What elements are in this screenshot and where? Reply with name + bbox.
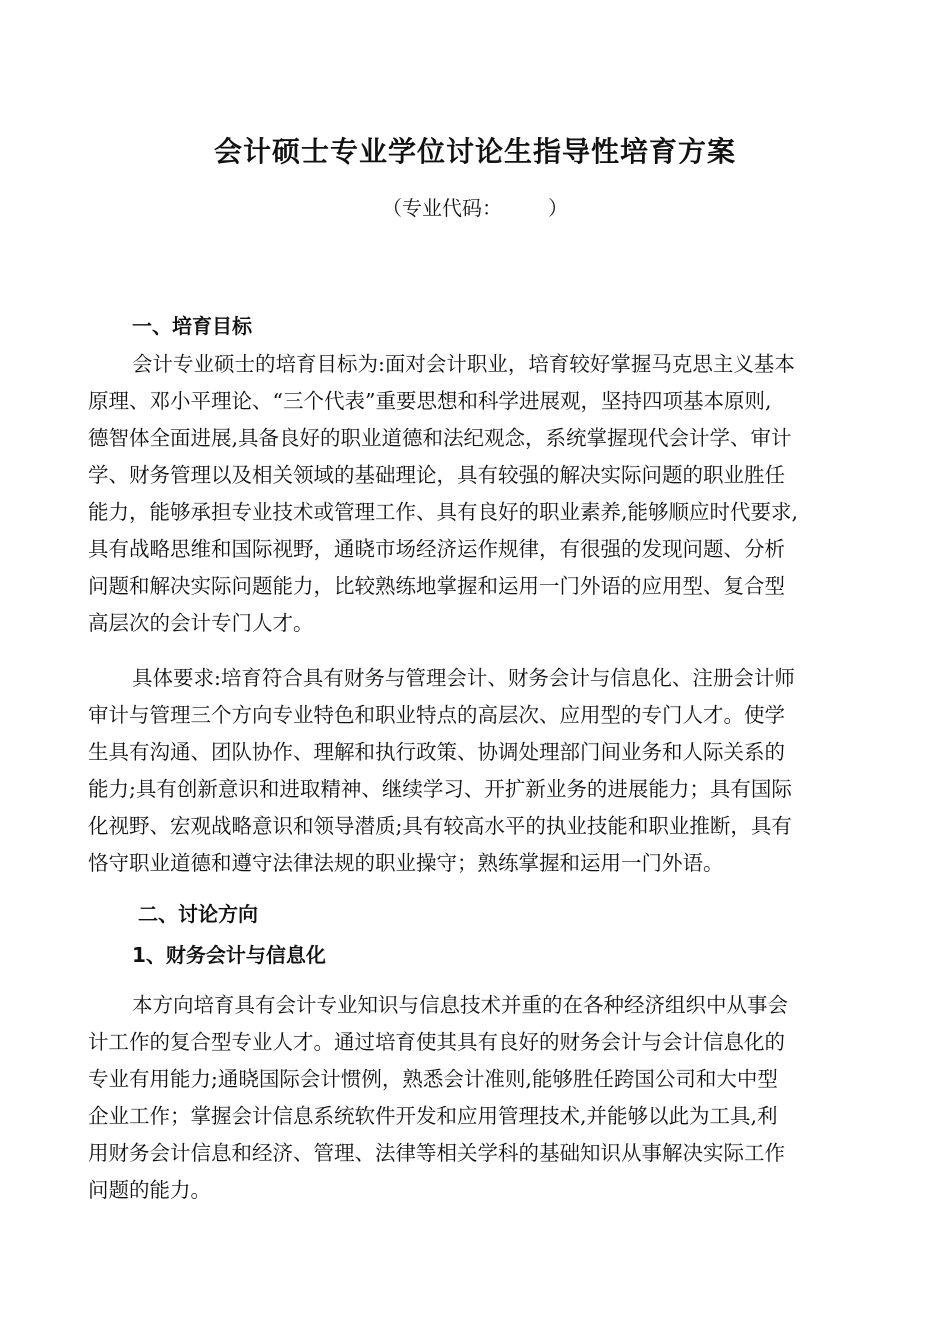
paragraph-line: 具有战略思维和国际视野，通晓市场经济运作规律，有很强的发现问题、分析 [88,537,785,561]
document-subtitle [0,194,950,222]
paragraph-line: 恪守职业道德和遵守法律法规的职业操守；熟练掌握和运用一门外语。 [88,851,724,875]
paragraph-line: 化视野、宏观战略意识和领导潜质;具有较高水平的执业技能和职业推断，具有 [88,814,792,838]
paragraph-line: 学、财务管理以及相关领域的基础理论，具有较强的解决实际问题的职业胜任 [88,463,785,487]
paragraph-line: 德智体全面进展,具备良好的职业道德和法纪观念，系统掌握现代会计学、审计 [88,426,792,450]
paragraph-line: 计工作的复合型专业人才。通过培育使其具有良好的财务会计与会计信息化的 [88,1030,785,1054]
section2-heading: 二、讨论方向 [138,902,258,926]
paragraph-line: 能力，能够承担专业技术或管理工作、具有良好的职业素养,能够顺应时代要求, [88,500,799,524]
paragraph-line: 原理、邓小平理论、“三个代表”重要思想和科学进展观，坚持四项基本原则, [88,389,772,413]
paragraph-line: 专业有用能力;通晓国际会计惯例，熟悉会计准则,能够胜任跨国公司和大中型 [88,1067,778,1091]
paragraph-line: 高层次的会计专门人才。 [88,611,314,635]
section2-paragraph1 [88,987,878,1209]
subtitle-left: （专业代码： [382,196,502,220]
paragraph-line: 问题和解决实际问题能力，比较熟练地掌握和运用一门外语的应用型、复合型 [88,574,785,598]
paragraph-line: 审计与管理三个方向专业特色和职业特点的高层次、应用型的专门人才。使学 [88,703,785,727]
section1-heading: 一、培育目标 [132,314,252,338]
section2-subheading: 1、财务会计与信息化 [132,943,326,967]
paragraph-line: 用财务会计信息和经济、管理、法律等相关学科的基础知识从事解决实际工作 [88,1141,785,1165]
paragraph-line: 企业工作；掌握会计信息系统软件开发和应用管理技术,并能够以此为工具,利 [88,1104,778,1128]
paragraph-line: 具体要求:培育符合具有财务与管理会计、财务会计与信息化、注册会计师 [132,666,795,690]
section1-paragraph2 [88,660,878,882]
document-title: 会计硕士专业学位讨论生指导性培育方案 [213,135,736,168]
paragraph-line: 生具有沟通、团队协作、理解和执行政策、协调处理部门间业务和人际关系的 [88,740,785,764]
paragraph-line: 能力;具有创新意识和进取精神、继续学习、开扩新业务的进展能力；具有国际 [88,777,792,801]
subtitle-right: ） [548,196,568,220]
paragraph-line: 会计专业硕士的培育目标为:面对会计职业，培育较好掌握马克思主义基本 [132,352,795,376]
paragraph-line: 本方向培育具有会计专业知识与信息技术并重的在各种经济组织中从事会 [132,993,788,1017]
section1-paragraph1 [88,346,878,642]
paragraph-line: 问题的能力。 [88,1178,211,1202]
